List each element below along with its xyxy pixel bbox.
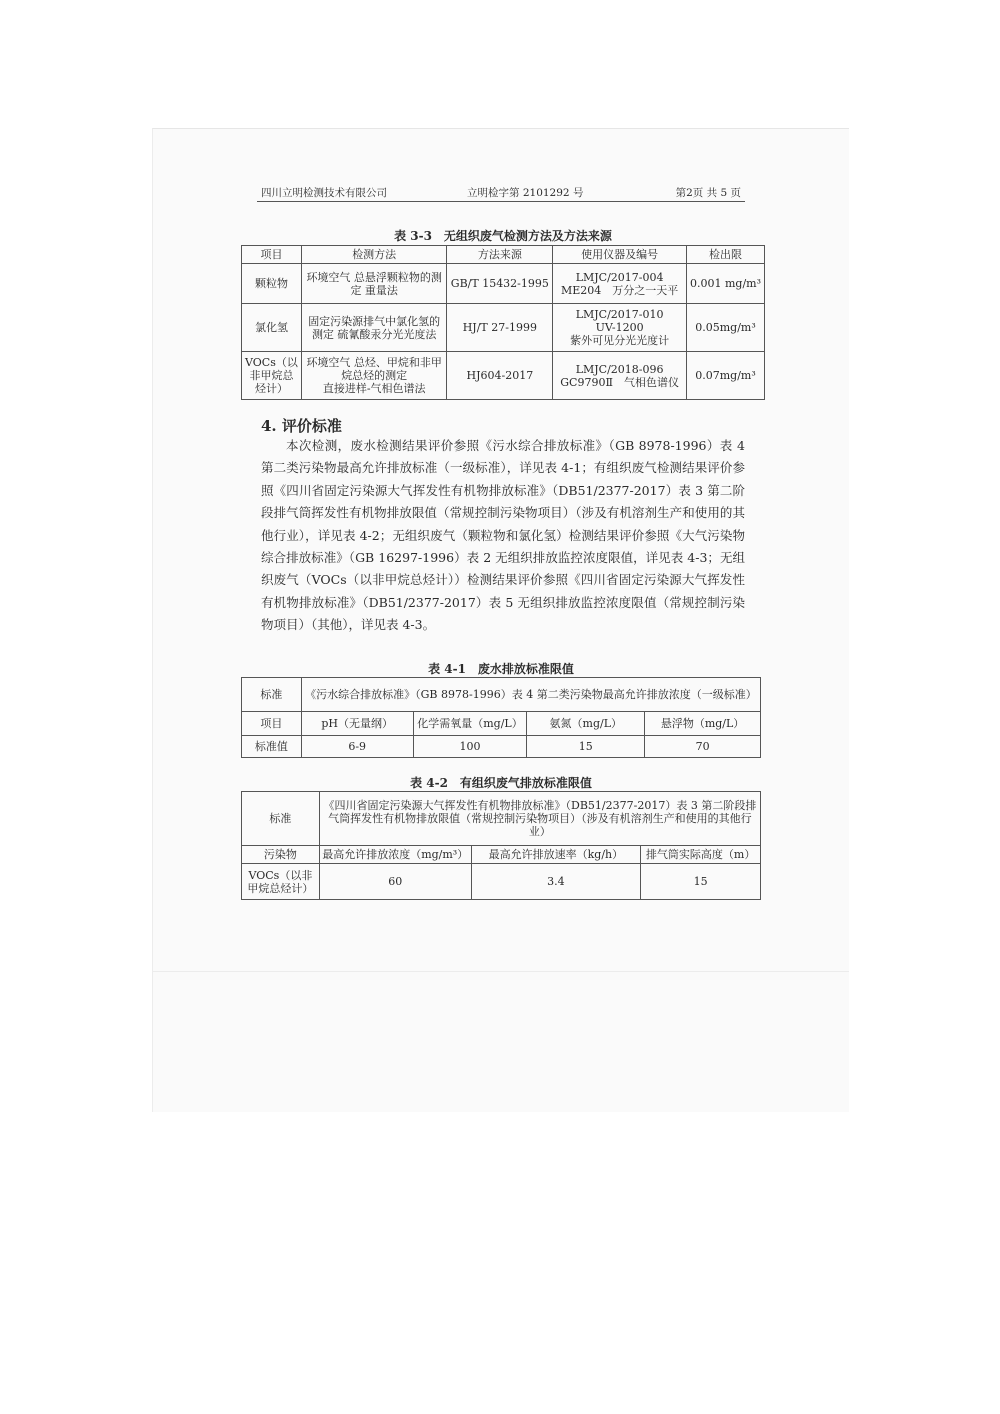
header-cell: 最高允许排放浓度（mg/m³） xyxy=(319,846,471,864)
value-cell: 15 xyxy=(641,864,761,900)
standard-row xyxy=(242,792,761,846)
table-row xyxy=(242,304,765,352)
item-cell: 化学需氧量（mg/L） xyxy=(413,712,527,736)
item-cell: 悬浮物（mg/L） xyxy=(645,712,761,736)
company-name: 四川立明检测技术有限公司 xyxy=(261,187,387,199)
standard-row xyxy=(242,678,761,712)
header-cell: 最高允许排放速率（kg/h） xyxy=(471,846,641,864)
instrument-cell: LMJC/2017-010 UV-1200 紫外可见分光光度计 xyxy=(553,304,687,352)
value-cell: 100 xyxy=(413,736,527,758)
header-cell: 检出限 xyxy=(687,246,765,264)
header-cell: 项目 xyxy=(242,246,302,264)
table-4-1 xyxy=(241,677,761,758)
section-paragraph: 本次检测，废水检测结果评价参照《污水综合排放标准》（GB 8978-1996）表 4 第二类污染物最高允许排放标准（一级标准），详见表 4-1；有组织废气检测结果评价参照《四川省固定污染源大气挥发性有机物排放标准》（DB51/2377-2017）表 3 第二阶段排气筒挥发性有机物排放限值（常规控制污染物项目）（涉及有机溶剂生产和使用的其他行业），详见表 4-2；无组织废气（颗粒物和氯化氢）检测结果评价参照《大气污染物综合排放标准》（GB 16297-1996）表 2 无组织排放监控浓度限值，详见表 4-3；无组织废气（VOCs（以非甲烷总烃计））检测结果评价参照《四川省固定污染源大气挥发性有机物排放标准》（DB51/2377-2017）表 5 无组织排放监控浓度限值（常规控制污染物项目）（其他），详见表 4-3。 xyxy=(261,438,745,633)
table-4-2 xyxy=(241,791,761,900)
table-4-2-caption: 表 4-2 有组织废气排放标准限值 xyxy=(410,776,592,790)
limit-cell: 0.07mg/m³ xyxy=(687,352,765,400)
value-cell: 60 xyxy=(319,864,471,900)
table-3-3-caption: 表 3-3 无组织废气检测方法及方法来源 xyxy=(394,229,612,243)
item-cell: pH（无量纲） xyxy=(301,712,413,736)
item-cell: 氨氮（mg/L） xyxy=(527,712,645,736)
standard-text: 《四川省固定污染源大气挥发性有机物排放标准》（DB51/2377-2017）表 3 第二阶段排气筒挥发性有机物排放限值（常规控制污染物项目）（涉及有机溶剂生产和使用的其他行业） xyxy=(319,792,760,846)
table-row xyxy=(242,264,765,304)
standard-label: 标准 xyxy=(242,678,302,712)
method-cell: 环境空气 总烃、甲烷和非甲烷总烃的测定 直接进样-气相色谱法 xyxy=(301,352,447,400)
standard-text: 《污水综合排放标准》（GB 8978-1996）表 4 第二类污染物最高允许排放浓度（一级标准） xyxy=(301,678,760,712)
header-cell: 污染物 xyxy=(242,846,320,864)
standard-label: 标准 xyxy=(242,792,320,846)
item-row xyxy=(242,712,761,736)
source-cell: HJ/T 27-1999 xyxy=(447,304,553,352)
method-cell: 固定污染源排气中氯化氢的测定 硫氰酸汞分光光度法 xyxy=(301,304,447,352)
value-row xyxy=(242,736,761,758)
item-cell: 颗粒物 xyxy=(242,264,302,304)
item-label: 项目 xyxy=(242,712,302,736)
source-cell: HJ604-2017 xyxy=(447,352,553,400)
table-header-row xyxy=(242,846,761,864)
header-cell: 排气筒实际高度（m） xyxy=(641,846,761,864)
instrument-cell: LMJC/2018-096 GC9790Ⅱ 气相色谱仪 xyxy=(553,352,687,400)
report-number: 立明检字第 2101292 号 xyxy=(467,187,584,199)
instrument-cell: LMJC/2017-004 ME204 万分之一天平 xyxy=(553,264,687,304)
table-3-3 xyxy=(241,245,765,400)
page-number: 第2页 共 5 页 xyxy=(675,187,741,199)
table-header-row xyxy=(242,246,765,264)
pollutant-cell: VOCs（以非甲烷总烃计） xyxy=(242,864,320,900)
source-cell: GB/T 15432-1995 xyxy=(447,264,553,304)
item-cell: 氯化氢 xyxy=(242,304,302,352)
table-row xyxy=(242,352,765,400)
page-fold-line xyxy=(153,971,849,972)
value-cell: 3.4 xyxy=(471,864,641,900)
value-label: 标准值 xyxy=(242,736,302,758)
table-row xyxy=(242,864,761,900)
value-cell: 15 xyxy=(527,736,645,758)
page-header xyxy=(257,185,745,202)
table-4-1-caption: 表 4-1 废水排放标准限值 xyxy=(428,662,574,676)
scanned-page xyxy=(152,128,849,1112)
value-cell: 70 xyxy=(645,736,761,758)
header-cell: 方法来源 xyxy=(447,246,553,264)
header-cell: 检测方法 xyxy=(301,246,447,264)
header-cell: 使用仪器及编号 xyxy=(553,246,687,264)
method-cell: 环境空气 总悬浮颗粒物的测定 重量法 xyxy=(301,264,447,304)
limit-cell: 0.05mg/m³ xyxy=(687,304,765,352)
value-cell: 6-9 xyxy=(301,736,413,758)
limit-cell: 0.001 mg/m³ xyxy=(687,264,765,304)
item-cell: VOCs（以非甲烷总烃计） xyxy=(242,352,302,400)
section-heading: 4. 评价标准 xyxy=(261,417,342,435)
